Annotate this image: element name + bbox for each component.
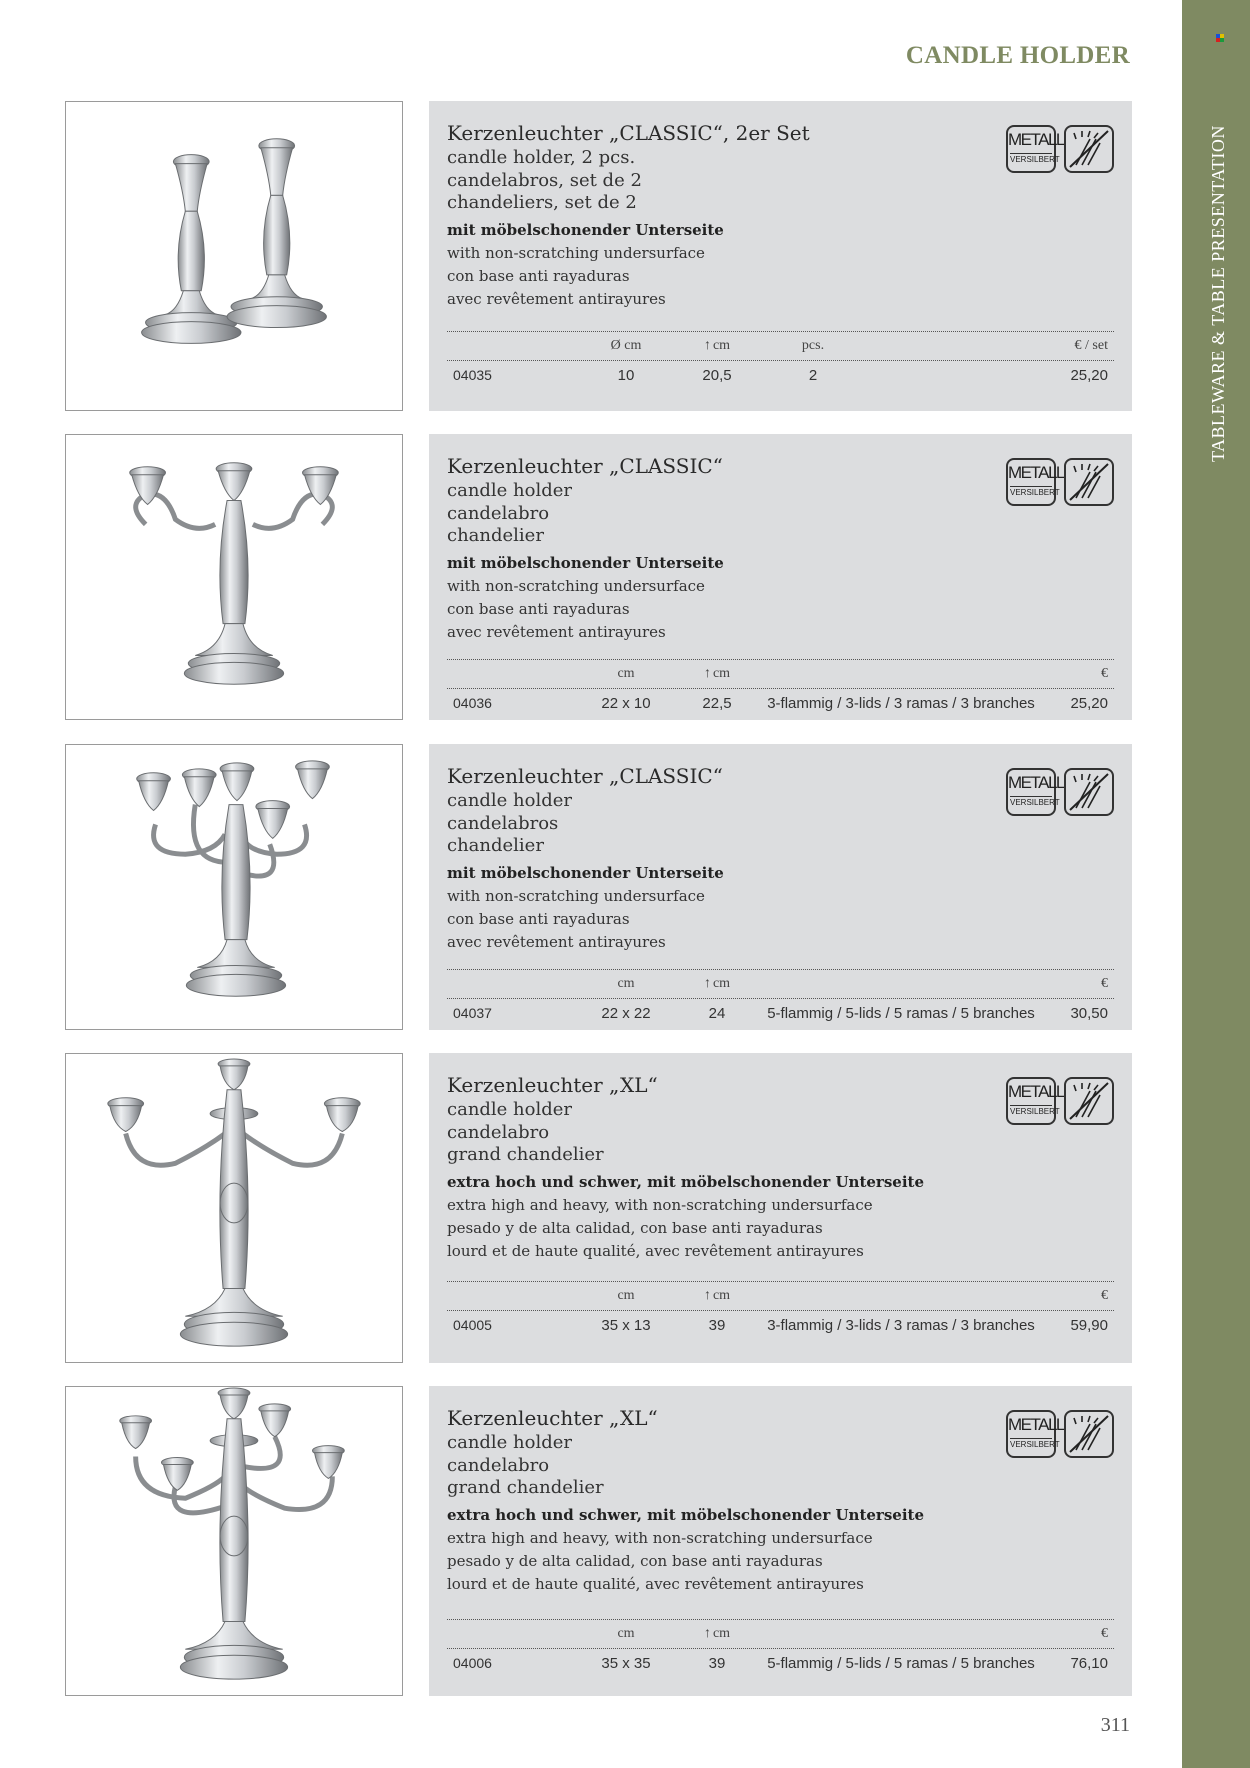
product-name-es: candelabros, set de 2 — [447, 169, 642, 191]
product-row — [65, 1386, 1132, 1696]
product-name-en: candle holder — [447, 1432, 573, 1453]
height-arrow-icon: ↑ — [703, 338, 711, 353]
value-height: 39 — [708, 1655, 726, 1672]
description-en: with non-scratching undersurface — [447, 887, 705, 905]
product-title: Kerzenleuchter „XL“ — [447, 1073, 658, 1097]
product-description — [447, 552, 724, 644]
header-height: ↑ cm — [703, 976, 731, 991]
five-arm-candelabra-image — [66, 745, 402, 1029]
description-de: mit möbelschonender Unterseite — [447, 221, 724, 239]
product-name-fr: grand chandelier — [447, 1477, 604, 1498]
article-number: 04036 — [453, 695, 492, 711]
material-badges — [1006, 1077, 1114, 1129]
header-height: ↑ cm — [703, 666, 731, 681]
product-title: Kerzenleuchter „XL“ — [447, 1406, 658, 1430]
value-price: 76,10 — [1070, 1655, 1108, 1672]
description-de: extra hoch und schwer, mit möbelschonender Unterseite — [447, 1506, 924, 1524]
product-name-en: candle holder — [447, 790, 573, 811]
product-spec-table — [447, 1281, 1114, 1339]
product-spec-table — [447, 331, 1114, 389]
header-dimensions: cm — [617, 666, 635, 681]
product-description — [447, 219, 724, 311]
product-description — [447, 1171, 924, 1263]
header-dimensions: cm — [617, 1626, 635, 1641]
value-price: 30,50 — [1070, 1005, 1108, 1022]
value-flames: 3-flammig / 3-lids / 3 ramas / 3 branches — [767, 1317, 1035, 1334]
header-price: € / set — [1074, 338, 1108, 353]
value-height: 22,5 — [702, 695, 732, 712]
spec-table-row — [447, 1649, 1114, 1677]
spec-table-header — [447, 331, 1114, 361]
metall-versilbert-badge-icon: METALL VERSILBERT — [1006, 1410, 1056, 1458]
header-dimensions: cm — [617, 1288, 635, 1303]
value-dimensions: 35 x 35 — [601, 1655, 651, 1672]
product-names — [447, 1099, 604, 1167]
description-de: mit möbelschonender Unterseite — [447, 554, 724, 572]
metall-versilbert-badge-icon: METALL VERSILBERT — [1006, 125, 1056, 173]
value-flames: 3-flammig / 3-lids / 3 ramas / 3 branches — [767, 695, 1035, 712]
description-de: extra hoch und schwer, mit möbelschonender Unterseite — [447, 1173, 924, 1191]
spec-table-header — [447, 1619, 1114, 1649]
header-price: € — [1101, 1626, 1108, 1641]
candle-holder-pair-image — [66, 102, 402, 410]
product-description — [447, 862, 724, 954]
description-es: pesado y de alta calidad, con base anti rayaduras — [447, 1552, 823, 1570]
product-photo — [65, 1053, 403, 1363]
description-en: extra high and heavy, with non-scratching undersurface — [447, 1196, 873, 1214]
product-name-en: candle holder, 2 pcs. — [447, 147, 636, 168]
product-names — [447, 480, 572, 548]
no-dishwasher-icon — [1064, 125, 1114, 173]
product-row — [65, 434, 1132, 720]
color-marks — [1216, 34, 1228, 44]
article-number: 04005 — [453, 1317, 492, 1333]
value-dimensions: 22 x 22 — [601, 1005, 651, 1022]
header-height: ↑ cm — [703, 338, 731, 353]
no-dishwasher-icon — [1064, 1077, 1114, 1125]
description-es: con base anti rayaduras — [447, 267, 630, 285]
product-name-fr: grand chandelier — [447, 1144, 604, 1165]
product-info-panel — [429, 1386, 1132, 1696]
value-dimensions: 35 x 13 — [601, 1317, 651, 1334]
value-price: 25,20 — [1070, 695, 1108, 712]
header-dimensions: cm — [617, 976, 635, 991]
product-spec-table — [447, 969, 1114, 1027]
product-photo — [65, 744, 403, 1030]
value-height: 20,5 — [702, 367, 732, 384]
description-en: with non-scratching undersurface — [447, 244, 705, 262]
three-arm-candelabra-image — [66, 435, 402, 719]
height-arrow-icon: ↑ — [703, 976, 711, 991]
material-badges — [1006, 768, 1114, 820]
product-spec-table — [447, 1619, 1114, 1677]
spec-table-row — [447, 689, 1114, 717]
description-fr: avec revêtement antirayures — [447, 623, 666, 641]
no-dishwasher-icon — [1064, 458, 1114, 506]
product-row — [65, 744, 1132, 1030]
product-photo — [65, 434, 403, 720]
metall-versilbert-badge-icon: METALL VERSILBERT — [1006, 1077, 1056, 1125]
spec-table-header — [447, 659, 1114, 689]
product-info-panel — [429, 1053, 1132, 1363]
page-number: 311 — [1100, 1714, 1130, 1736]
description-es: con base anti rayaduras — [447, 600, 630, 618]
product-title: Kerzenleuchter „CLASSIC“ — [447, 764, 723, 788]
header-pieces: pcs. — [801, 338, 825, 353]
description-en: with non-scratching undersurface — [447, 577, 705, 595]
product-description — [447, 1504, 924, 1596]
value-price: 59,90 — [1070, 1317, 1108, 1334]
description-fr: lourd et de haute qualité, avec revêtement antirayures — [447, 1575, 864, 1593]
product-names — [447, 790, 572, 858]
product-title: Kerzenleuchter „CLASSIC“ — [447, 454, 723, 478]
spec-table-header — [447, 969, 1114, 999]
header-price: € — [1101, 1288, 1108, 1303]
header-diameter: Ø cm — [610, 338, 642, 353]
xl-three-arm-candelabra-image — [66, 1054, 402, 1362]
side-label-text: TABLEWARE & TABLE PRESENTATION — [1208, 125, 1228, 462]
spec-table-header — [447, 1281, 1114, 1311]
description-es: pesado y de alta calidad, con base anti rayaduras — [447, 1219, 823, 1237]
description-de: mit möbelschonender Unterseite — [447, 864, 724, 882]
product-name-es: candelabro — [447, 1121, 550, 1143]
spec-table-row — [447, 361, 1114, 389]
value-flames: 5-flammig / 5-lids / 5 ramas / 5 branches — [767, 1655, 1035, 1672]
height-arrow-icon: ↑ — [703, 1626, 711, 1641]
product-info-panel — [429, 101, 1132, 411]
material-badges — [1006, 125, 1114, 177]
description-fr: avec revêtement antirayures — [447, 290, 666, 308]
spec-table-row — [447, 1311, 1114, 1339]
product-names — [447, 1432, 604, 1500]
spec-table-row — [447, 999, 1114, 1027]
product-name-es: candelabro — [447, 1454, 550, 1476]
product-info-panel — [429, 744, 1132, 1030]
value-height: 39 — [708, 1317, 726, 1334]
product-name-es: candelabros — [447, 812, 559, 834]
description-fr: avec revêtement antirayures — [447, 933, 666, 951]
product-photo — [65, 1386, 403, 1696]
no-dishwasher-icon — [1064, 1410, 1114, 1458]
description-es: con base anti rayaduras — [447, 910, 630, 928]
value-price: 25,20 — [1070, 367, 1108, 384]
product-names — [447, 147, 642, 215]
description-en: extra high and heavy, with non-scratching undersurface — [447, 1529, 873, 1547]
value-pieces: 2 — [808, 367, 818, 384]
product-spec-table — [447, 659, 1114, 717]
product-name-fr: chandeliers, set de 2 — [447, 192, 637, 213]
height-arrow-icon: ↑ — [703, 666, 711, 681]
product-title: Kerzenleuchter „CLASSIC“, 2er Set — [447, 121, 810, 145]
product-name-fr: chandelier — [447, 525, 544, 546]
metall-versilbert-badge-icon: METALL VERSILBERT — [1006, 458, 1056, 506]
no-dishwasher-icon — [1064, 768, 1114, 816]
description-fr: lourd et de haute qualité, avec revêtement antirayures — [447, 1242, 864, 1260]
value-height: 24 — [708, 1005, 726, 1022]
material-badges — [1006, 458, 1114, 510]
material-badges — [1006, 1410, 1114, 1462]
header-height: ↑ cm — [703, 1626, 731, 1641]
product-row — [65, 1053, 1132, 1363]
height-arrow-icon: ↑ — [703, 1288, 711, 1303]
value-flames: 5-flammig / 5-lids / 5 ramas / 5 branches — [767, 1005, 1035, 1022]
metall-versilbert-badge-icon: METALL VERSILBERT — [1006, 768, 1056, 816]
article-number: 04037 — [453, 1005, 492, 1021]
product-name-es: candelabro — [447, 502, 550, 524]
header-price: € — [1101, 666, 1108, 681]
header-height: ↑ cm — [703, 1288, 731, 1303]
article-number: 04006 — [453, 1655, 492, 1671]
header-price: € — [1101, 976, 1108, 991]
product-name-en: candle holder — [447, 480, 573, 501]
article-number: 04035 — [453, 367, 492, 383]
product-name-en: candle holder — [447, 1099, 573, 1120]
product-row — [65, 101, 1132, 411]
product-name-fr: chandelier — [447, 835, 544, 856]
product-info-panel — [429, 434, 1132, 720]
xl-five-arm-candelabra-image — [66, 1387, 402, 1695]
value-dimensions: 22 x 10 — [601, 695, 651, 712]
value-diameter: 10 — [617, 367, 635, 384]
page-title: CANDLE HOLDER — [905, 42, 1130, 69]
product-photo — [65, 101, 403, 411]
